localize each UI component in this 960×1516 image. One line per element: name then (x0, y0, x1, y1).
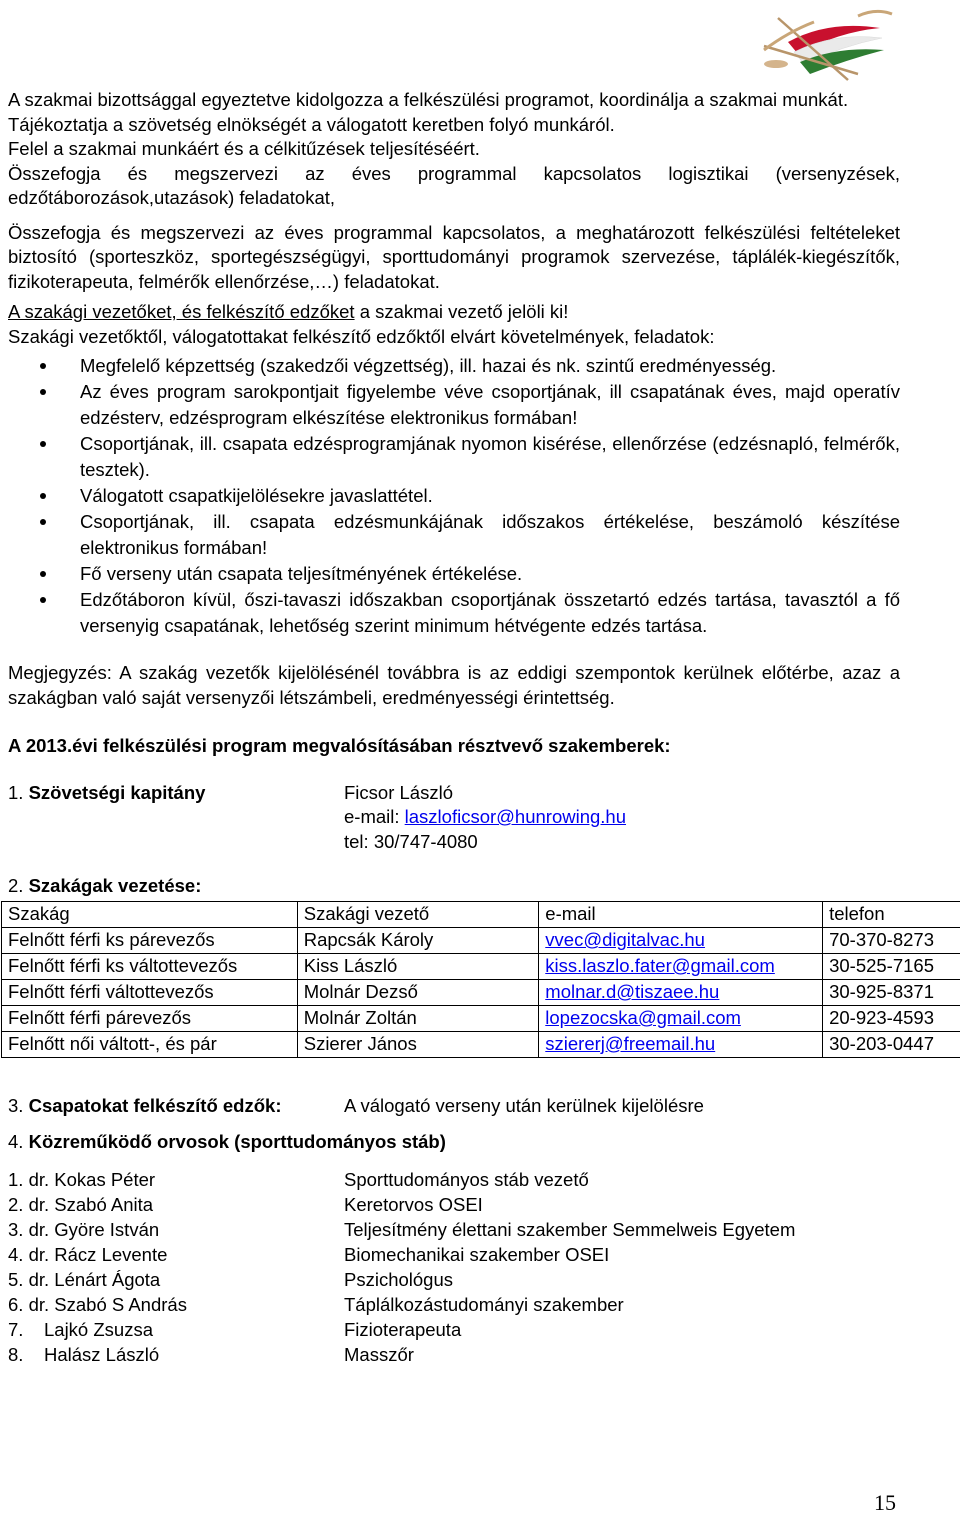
program-title: A 2013.évi felkészülési program megvalósításában résztvevő szakemberek: (8, 735, 671, 756)
staff-role: Masszőr (344, 1343, 414, 1365)
staff-role: Teljesítmény élettani szakember Semmelweis Egyetem (344, 1218, 796, 1240)
captain-email-link[interactable]: laszloficsor@hunrowing.hu (404, 806, 627, 827)
table-header-cell: Szakági vezető (297, 901, 539, 927)
appoint-rest: a szakmai vezető jelöli ki! (354, 301, 569, 322)
table-cell: Kiss László (297, 953, 539, 979)
table-cell: Felnőtt férfi váltottevezős (2, 979, 298, 1005)
table-row (2, 953, 960, 979)
table-cell: Molnár Dezső (297, 979, 539, 1005)
note-paragraph: Megjegyzés: A szakág vezetők kijelölésénél továbbra is az eddigi szempontok kerülnek előtérbe, azaz a szakágban való saját versenyzői létszámbeli, eredményességi érintettség. (8, 662, 900, 708)
table-cell: Felnőtt férfi ks párevezős (2, 927, 298, 953)
appoint-line (8, 300, 900, 325)
section-3-title: Csapatokat felkészítő edzők: (28, 1094, 282, 1116)
section-3-text: A válogató verseny után kerülnek kijelölésre (344, 1094, 704, 1116)
appoint-underlined: A szakági vezetőket, és felkészítő edzőket (8, 301, 355, 322)
table-cell: Felnőtt férfi párevezős (2, 1005, 298, 1031)
section-1 (8, 781, 900, 855)
section-2-title: Szakágak vezetése: (28, 875, 202, 896)
hungarian-rowing-logo-icon (758, 2, 898, 84)
table-header-cell: Szakág (2, 901, 298, 927)
section-4 (8, 1130, 900, 1367)
list-item (8, 1292, 900, 1317)
staff-name: 8. Halász László (8, 1343, 160, 1365)
staff-name: 2. dr. Szabó Anita (8, 1193, 154, 1215)
list-item (8, 1242, 900, 1267)
table-cell: Molnár Zoltán (297, 1005, 539, 1031)
intro-line-1: A szakmai bizottsággal egyeztetve kidolgozza a felkészülési programot, koordinálja a szakmai munkát. (8, 89, 849, 110)
table-header-cell: e-mail (539, 901, 823, 927)
staff-name: 3. dr. Györe István (8, 1218, 160, 1240)
email-link[interactable]: kiss.laszlo.fater@gmail.com (545, 955, 775, 976)
list-item: Edzőtáboron kívül, őszi-tavaszi időszakban csoportjának összetartó edzés tartása, tavasztól a fő versenyig csapatának, lehetőség szerint minimum hétvégente edzés tartása. (80, 587, 900, 639)
table-cell: Felnőtt férfi ks váltottevezős (2, 953, 298, 979)
list-item (8, 1267, 900, 1292)
staff-name: 4. dr. Rácz Levente (8, 1243, 168, 1265)
section-4-title: Közreműködő orvosok (sporttudományos stáb) (28, 1131, 446, 1152)
list-item: Csoportjának, ill. csapata edzésprogramjának nyomon kisérése, ellenőrzése (edzésnapló, felmérők, tesztek). (80, 431, 900, 483)
section-3 (8, 1094, 900, 1119)
list-item: Fő verseny után csapata teljesítményének értékelése. (80, 561, 900, 587)
table-row (2, 1031, 960, 1057)
table-cell: 70-370-8273 (823, 927, 960, 953)
staff-role: Keretorvos OSEI (344, 1193, 483, 1215)
table-row (2, 1005, 960, 1031)
email-link[interactable]: lopezocska@gmail.com (545, 1007, 741, 1028)
list-item: Megfelelő képzettség (szakedzői végzettség), ill. hazai és nk. szintű eredményesség. (80, 353, 900, 379)
table-row (2, 979, 960, 1005)
staff-name: 7. Lajkó Zsuzsa (8, 1318, 153, 1340)
staff-role: Biomechanikai szakember OSEI (344, 1243, 610, 1265)
table-cell: Rapcsák Károly (297, 927, 539, 953)
email-link[interactable]: vvec@digitalvac.hu (545, 929, 705, 950)
table-cell: 20-923-4593 (823, 1005, 960, 1031)
staff-name: 6. dr. Szabó S András (8, 1293, 187, 1315)
staff-role: Pszichológus (344, 1268, 454, 1290)
requirements-intro: Szakági vezetőktől, válogatottakat felkészítő edzőktől elvárt követelmények, feladatok: (8, 325, 715, 347)
email-link[interactable]: molnar.d@tiszaee.hu (545, 981, 720, 1002)
table-cell: 30-203-0447 (823, 1031, 960, 1057)
section-1-number: 1. (8, 781, 29, 803)
staff-role: Sporttudományos stáb vezető (344, 1168, 589, 1190)
page-number: 15 (874, 1490, 896, 1515)
section-1-title: Szövetségi kapitány (28, 781, 206, 803)
intro-line-4: Összefogja és megszervezi az éves programmal kapcsolatos logisztikai (versenyzések, edzőtáborozások,utazások) feladatokat, (8, 162, 900, 208)
leaders-table (1, 901, 960, 1058)
email-label: e-mail: (344, 806, 405, 827)
staff-role: Fizioterapeuta (344, 1318, 462, 1340)
email-link[interactable]: sziererj@freemail.hu (545, 1033, 716, 1054)
captain-tel: tel: 30/747-4080 (344, 830, 478, 852)
section-4-number: 4. (8, 1131, 29, 1152)
table-cell: Felnőtt női váltott-, és pár (2, 1031, 298, 1057)
staff-name: 5. dr. Lénárt Ágota (8, 1268, 161, 1290)
captain-name: Ficsor László (344, 781, 453, 803)
list-item (8, 1317, 900, 1342)
intro-line-5: Összefogja és megszervezi az éves programmal kapcsolatos, a meghatározott felkészülési feltételeket biztosító (sporteszköz, sportegészségügyi, sporttudományi programok szervezése, táplálék-kiegészítők, fizikoterapeuta, felmérők ellenőrzése,…) feladatokat. (8, 221, 900, 292)
list-item (8, 1217, 900, 1242)
staff-list (8, 1167, 900, 1367)
section-2-number: 2. (8, 875, 29, 896)
requirements-list (8, 353, 900, 639)
table-row (2, 927, 960, 953)
list-item: Csoportjának, ill. csapata edzésmunkájának időszakos értékelése, beszámoló készítése elektronikus formában! (80, 509, 900, 561)
table-header-cell: telefon (823, 901, 960, 927)
staff-role: Táplálkozástudományi szakember (344, 1293, 624, 1315)
list-item: Az éves program sarokpontjait figyelembe véve csoportjának, ill csapatának éves, majd operatív edzésterv, edzésprogram elkészítése elektronikus formában! (80, 379, 900, 431)
table-cell: Szierer János (297, 1031, 539, 1057)
intro-line-2: Tájékoztatja a szövetség elnökségét a válogatott keretben folyó munkáról. (8, 113, 615, 135)
staff-name: 1. dr. Kokas Péter (8, 1168, 156, 1190)
section-2 (8, 874, 934, 1058)
list-item (8, 1167, 900, 1192)
document-body (8, 88, 934, 1367)
table-cell: 30-925-8371 (823, 979, 960, 1005)
list-item (8, 1192, 900, 1217)
section-3-number: 3. (8, 1094, 29, 1116)
list-item: Válogatott csapatkijelölésekre javaslattétel. (80, 483, 900, 509)
intro-line-3: Felel a szakmai munkáért és a célkitűzések teljesítéséért. (8, 138, 480, 159)
list-item (8, 1342, 900, 1367)
table-cell: 30-525-7165 (823, 953, 960, 979)
table-header-row (2, 901, 960, 927)
